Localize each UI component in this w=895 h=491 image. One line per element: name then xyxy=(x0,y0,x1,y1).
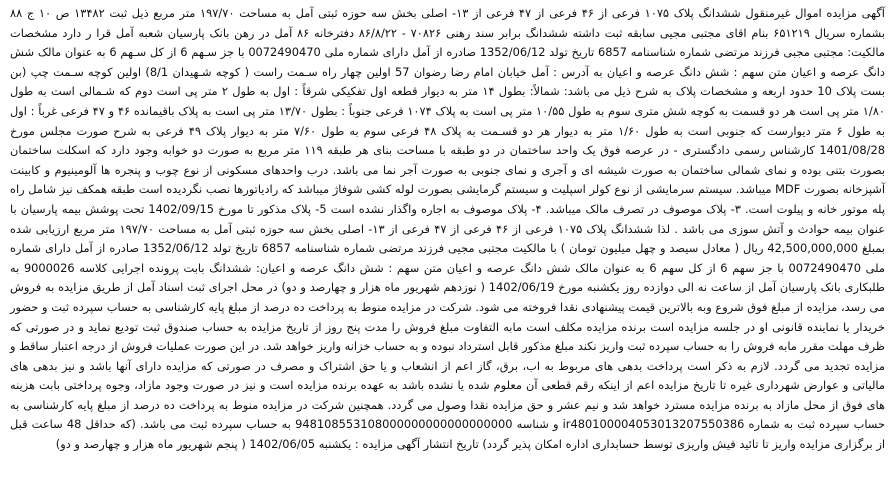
notice-title: آگهی مزایده اموال غیرمنقول xyxy=(745,6,885,20)
notice-paragraph xyxy=(10,4,885,455)
notice-body: ششدانگ پلاک ۱۰۷۵ فرعی از ۴۶ فرعی از ۴۷ فرعی از ۱۳- اصلی بخش سه حوزه ثبتی آمل به مساحت ۱۹۷/۷۰ متر مربع ذیل ثبت ۱۳۴۸۲ ص ۱۰ ج ۸۸ بشماره سریال ۶۵۱۲۱۹ بنام اقای مجتبی مجیی سابقه ثبت داشته ششدانگ برابر سند رهنی ۷۰۸۲۶ - ۸۶/۸/۲۲ دفترخانه ۸۶ آمل در رهن بانک پارسیان شعبه آمل قرا ر دارد مشخصات مالکیت: مجتبی مجبی فرزند مرتضی شماره شناسنامه 6857 تاریخ تولد 1352/06/12 صادره از آمل دارای شماره ملی 0072490470 با جز سـهم 6 از کل سـهم 6 به عنوان مالک شش دانگ عرصه و اعیان متن سهم : شش دانگ عرصه و اعیان به آدرس : آمل خیابان امام رضا رضوان 57 اولین چهار راه سـمت راست ( کوچه شـهیدان 8/1) اولین کوچه سـمت چپ (بن بست پلاک 10 حدود اربعه و مشخصات پلاک به شرح ذیل می باشد: شمالاً: بطول ۱۴ متر به دیوار قطعه اول تفکیکی شرقاً : اول به طول ۲ متر پی است دوم که شـمالی است به طول ۱/۸۰ متر پی است هر دو قسمت به کوچه شش متری سوم به طول ۱۰/۵۵ متر پی است به پلاک ۱۰۷۴ فرعی جنوباً : بطول ۱۳/۷۰ متر پی است به پلاک باقیمانده ۴۶ و ۴۷ فرعی غرباً : اول به طول ۶ متر دیوارست که جنوبی است به طول ۱/۶۰ متر به دیوار هر دو قسـمت به پلاک ۴۸ فرعی سوم به طول ۷/۶۰ متر به دیوار پلاک ۴۹ فرعی به شرح صورت مجلس مورخ 1401/08/28 کارشناس رسمی دادگستری - در عرصه فوق یک واحد ساختمان در دو طبقه با مساحت بنای هر طبقه ۱۱۹ متر مربع به صورت دو خوابه وجود دارد که اسکلت ساختمان بصورت بتنی بوده و نمای شمالی ساختمان به صورت شیشه ای و آجری و نمای جنوبی به صورت آجر نما می باشد. درب واحدهای مسکونی از نوع چوب و پنجره ها آلومینیوم و کابینت آشپزخانه بصورت MDF میباشد. سیستم سرمایشی از نوع کولر اسپلیت و سیستم گرمایشی بصورت لوله کشی شوفاژ میباشد که رادیاتورها نصب نگردیده است طبقه همکف نیز شامل راه پله موتور خانه و پیلوت است. ۳- پلاک موصوف در تصرف مالک میباشد. ۴- پلاک موصوف به اجاره واگذار نشده است 5- پلاک مذکور تا مورخ 1402/09/15 تحت پوشش بیمه پارسیان با عنوان بیمه حوادث و آتش سوزی می باشد . لذا ششدانگ پلاک ۱۰۷۵ فرعی از ۴۶ فرعی از ۴۷ فرعی از ۱۳- اصلی بخش سه حوزه ثبتی آمل به مساحت ۱۹۷/۷۰ متر مربع ارزیابی شده بمبلغ 42,500,000,000 ریال ( معادل سیصد و چهل میلیون تومان ) با مالکیت مجتبی مجیی فرزند مرتضی شماره شناسنامه 6857 تاریخ تولد 1352/06/12 صادره از آمل دارای شماره ملی 0072490470 با جز سهم 6 از کل سهم 6 به عنوان مالک شش دانگ عرصه و اعیان متن سهم : شش دانگ عرصه و اعیان: ششدانگ بابت پرونده اجرایی کلاسه 9000026 به طلبکاری بانک پارسیان آمل از ساعت نه الی دوازده روز یکشنبه مورخ 1402/06/19 ( نوزدهم شهریور ماه هزار و چهارصد و دو) در محل اجرای ثبت اسناد آمل از طریق مزایده به فروش می رسد، مزایده از مبلغ فوق شروع وبه بالاترین قیمت پیشنهادی نقدا فروخته می شود. شرکت در مزایده منوط به پرداخت ده درصد از مبلغ پایه کارشناسی به حساب سپرده ثبت و حضور خریدار یا نماینده قانونی او در جلسه مزایده است برنده مزایده مکلف است مابه التفاوت مبلغ فروش را مدت پنج روز از تاریخ مزایده به حساب صندوق ثبت تودیع نماید و در صورتی که ظرف مهلت مقرر مابه فروش را به حساب سپرده ثبت واریز نکند مبلغ مذکور قابل استرداد نبوده و به حساب خزانه واریز خواهد شد. در این صورت عملیات فروش از درجه اعتبار ساقط و مزایده تجدید می گردد. لازم به ذکر است پرداخت بدهی های مربوط به اب، برق، گاز اعم از انشعاب و یا حق اشتراک و مصرف در صورتی که مزایده دارای آنها باشد و نیز بدهی های مالیاتی و عوارض شهرداری غیره تا تاریخ مزایده اعم از اینکه رقم قطعی آن معلوم شده یا نشده باشد به عهده برنده مزایده است و نیز در صورت وجود مازاد، وجوه پرداختی بابت هزینه های فوق از محل مازاد به برنده مزایده مسترد خواهد شد و نیم عشر و حق مزایده نقدا وصول می گردد. همچنین شرکت در مزایده منوط به پرداخت ده درصد از مبلغ پایه کارشناسی به حساب سپرده ثبت به شماره ir480100004053013207550386 و شناسه 948108553108000000000000000000 به حساب سپرده ثبت می باشد. (که حداقل 48 ساعت قبل از برگزاری مزایده واریز تا تائید فیش واریزی توسط حسابداری اداره امکان پذیر گردد) تاریخ انتشار آگهی مزایده : یکشنبه 1402/06/05 ( پنجم شهریور ماه هزار و چهارصد و دو) xyxy=(10,6,886,452)
